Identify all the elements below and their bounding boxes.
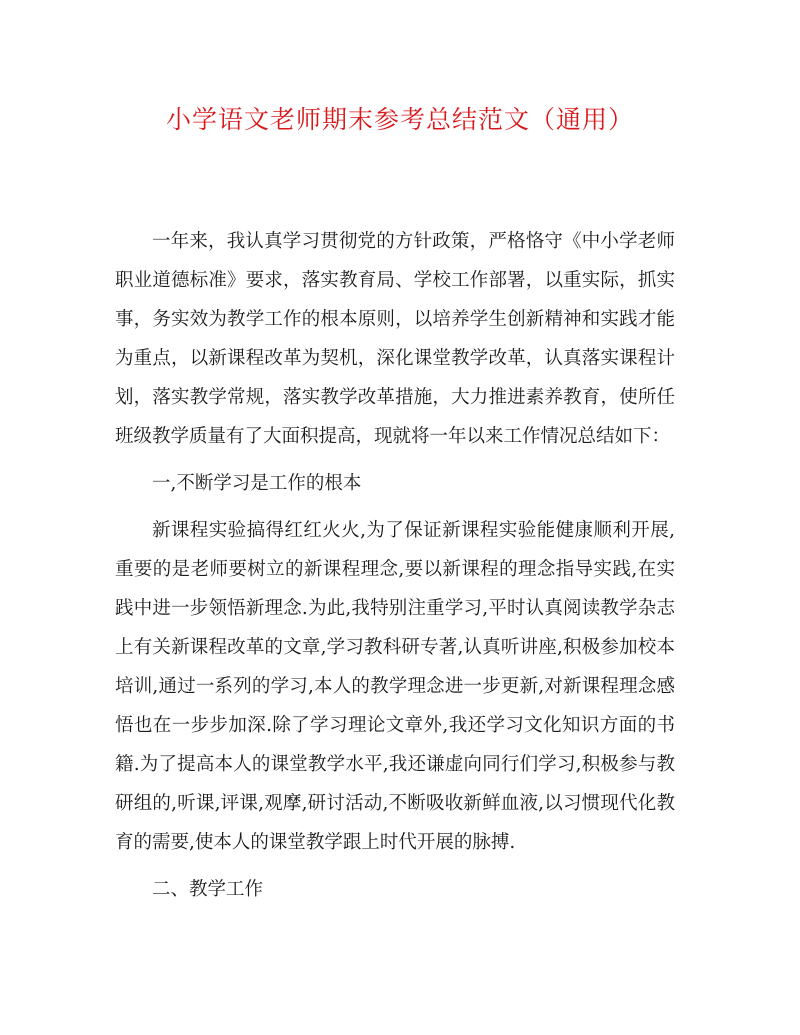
document-body <box>115 222 675 909</box>
section-1-paragraph: 新课程实验搞得红红火火,为了保证新课程实验能健康顺利开展,重要的是老师要树立的新课程理念,要以新课程的理念指导实践,在实践中进一步领悟新理念.为此,我特别注重学习,平时认真阅读教学杂志上有关新课程改革的文章,学习教科研专著,认真听讲座,积极参加校本培训,通过一系列的学习,本人的教学理念进一步更新,对新课程理念感悟也在一步步加深.除了学习理论文章外,我还学习文化知识方面的书籍.为了提高本人的课堂教学水平,我还谦虚向同行们学习,积极参与教研组的,听课,评课,观摩,研讨活动,不断吸收新鲜血液,以习惯现代化教育的需要,使本人的课堂教学跟上时代开展的脉搏. <box>115 520 675 853</box>
document-title: 小学语文老师期末参考总结范文（通用） <box>165 105 634 134</box>
intro-paragraph: 一年来，我认真学习贯彻党的方针政策，严格恪守《中小学老师职业道德标准》要求，落实教育局、学校工作部署，以重实际，抓实事，务实效为教学工作的根本原则，以培养学生创新精神和实践才能为重点，以新课程改革为契机，深化课堂教学改革，认真落实课程计划，落实教学常规，落实教学改革措施，大力推进素养教育，使所任班级教学质量有了大面积提高，现就将一年以来工作情况总结如下： <box>115 231 675 447</box>
section-heading-2: 二、教学工作 <box>152 879 264 900</box>
section-heading-1: 一,不断学习是工作的根本 <box>152 473 362 494</box>
